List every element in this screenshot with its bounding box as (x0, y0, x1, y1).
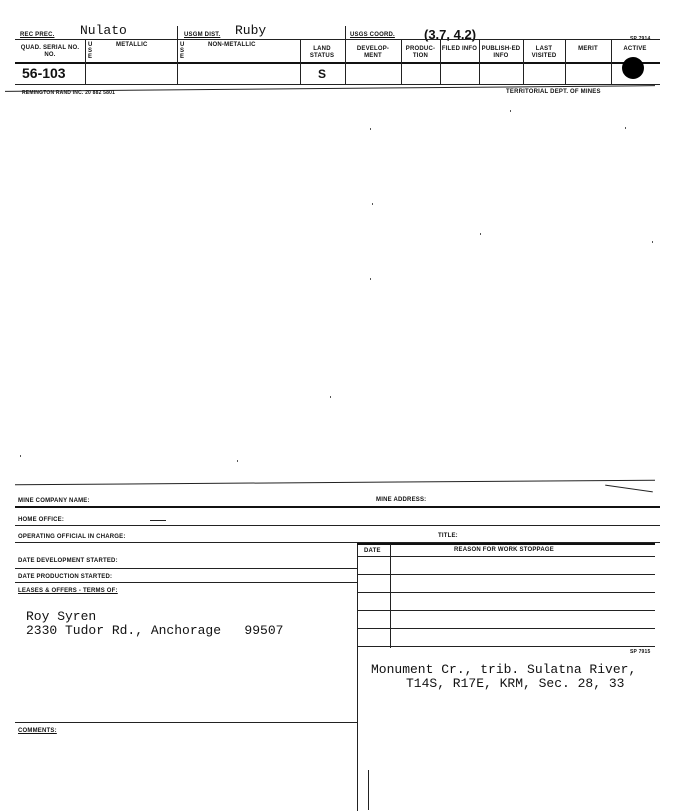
center-divider-double (368, 770, 369, 810)
header-rule-3 (15, 84, 660, 85)
leases-offers-label: LEASES & OFFERS - TERMS OF: (18, 588, 118, 594)
nonmetallic-label: NON-METALLIC (208, 42, 256, 48)
lower-rule-top (15, 480, 655, 485)
stoppage-row-rule-4 (357, 628, 655, 629)
serial-number-value: 56-103 (22, 65, 66, 81)
mine-address-label: MINE ADDRESS: (376, 497, 427, 503)
use-nonmetallic-label: U S E (180, 42, 185, 60)
stoppage-header-rule (357, 556, 655, 557)
lessee-address: 2330 Tudor Rd., Anchorage 99507 (26, 623, 284, 638)
quad-serial-label: QUAD. SERIAL NO. NO. (20, 45, 80, 58)
col-div-3 (300, 40, 301, 84)
scan-speck (372, 203, 373, 205)
usgm-dist-label: USGM DIST. (184, 32, 221, 38)
form-number-top: SP 7914 (630, 36, 651, 42)
published-info-label: PUBLISH-ED INFO (481, 46, 521, 59)
center-divider (357, 542, 358, 811)
scan-speck (237, 460, 238, 462)
col-div-9 (565, 40, 566, 84)
scan-speck (330, 396, 331, 398)
punch-hole (622, 57, 644, 79)
col-div-10 (611, 40, 612, 84)
scan-speck (20, 455, 21, 457)
home-office-mark (150, 520, 166, 521)
stoppage-table-top (357, 543, 655, 545)
rule-comments (15, 722, 357, 723)
stoppage-col-divider (390, 544, 391, 648)
lower-tab-stroke (605, 485, 653, 493)
metallic-label: METALLIC (116, 42, 148, 48)
production-label: PRODUC-TION (405, 46, 436, 59)
date-production-label: DATE PRODUCTION STARTED: (18, 574, 113, 580)
land-status-value: S (318, 67, 327, 81)
lower-form (0, 470, 678, 811)
use-metallic-label: U S E (88, 42, 93, 60)
header-col-div-a (177, 26, 178, 40)
scan-speck (625, 127, 626, 129)
home-office-label: HOME OFFICE: (18, 517, 65, 523)
filed-info-label: FILED INFO (441, 46, 478, 52)
usgs-coord-value: (3.7, 4.2) (424, 27, 477, 42)
territorial-imprint: TERRITORIAL DEPT. OF MINES (506, 89, 601, 95)
scan-speck (480, 233, 481, 235)
rec-prec-value: Nulato (80, 23, 127, 38)
stoppage-date-header: DATE (364, 548, 381, 554)
usgs-coord-label: USGS COORD. (350, 32, 395, 38)
usgm-dist-value: Ruby (235, 23, 267, 38)
scan-speck (370, 278, 371, 280)
lessee-name: Roy Syren (26, 609, 97, 624)
col-div-7 (479, 40, 480, 84)
development-label: DEVELOP-MENT (356, 46, 390, 59)
scan-speck (510, 110, 511, 112)
index-card-header (0, 0, 678, 100)
scan-speck (652, 241, 653, 243)
rule-date-production (15, 582, 357, 583)
header-rule-2 (15, 62, 660, 64)
stoppage-row-rule-3 (357, 610, 655, 611)
col-div-1 (85, 40, 86, 84)
rule-mine-company (15, 506, 660, 508)
rule-date-development (15, 568, 357, 569)
col-div-8 (523, 40, 524, 84)
stoppage-row-rule-5 (357, 646, 655, 647)
title-label: TITLE: (438, 533, 458, 539)
header-col-div-b (345, 26, 346, 40)
active-label: ACTIVE (623, 46, 647, 52)
stoppage-row-rule-1 (357, 574, 655, 575)
scan-speck (370, 128, 371, 130)
printer-imprint: REMINGTON RAND INC. 20 882 5801 (22, 90, 116, 96)
rule-home-office (15, 525, 660, 526)
header-rule-1 (15, 39, 660, 40)
comments-label: COMMENTS: (18, 728, 57, 734)
rec-prec-label: REC PREC. (20, 32, 55, 38)
form-number-bottom: SP 7915 (630, 649, 651, 655)
merit-label: MERIT (578, 46, 598, 52)
last-visited-label: LAST VISITED (531, 46, 557, 59)
stoppage-reason-header: REASON FOR WORK STOPPAGE (454, 547, 554, 553)
operating-official-label: OPERATING OFFICIAL IN CHARGE: (18, 534, 126, 540)
land-status-label: LAND STATUS (309, 46, 335, 59)
date-development-label: DATE DEVELOPMENT STARTED: (18, 558, 118, 564)
location-line-2: T14S, R17E, KRM, Sec. 28, 33 (406, 676, 625, 691)
location-line-1: Monument Cr., trib. Sulatna River, (371, 662, 637, 677)
stoppage-row-rule-2 (357, 592, 655, 593)
col-div-2 (177, 40, 178, 84)
mine-company-label: MINE COMPANY NAME: (18, 498, 90, 504)
col-div-4 (345, 40, 346, 84)
